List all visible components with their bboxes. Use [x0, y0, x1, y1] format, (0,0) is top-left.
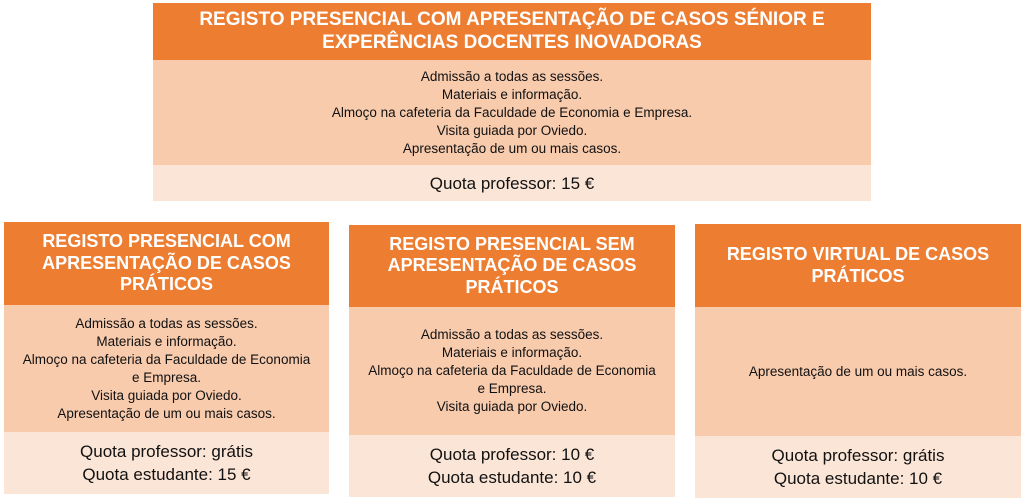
card-benefits [695, 307, 1021, 436]
fee-line: Quota professor: grátis [771, 446, 945, 465]
card-title-line: EXPERÊNCIAS DOCENTES INOVADORAS [322, 31, 702, 53]
card-title-line: PRÁTICOS [811, 265, 905, 286]
benefit-item: e Empresa. [131, 369, 202, 385]
benefit-item: Admissão a todas as sessões. [420, 327, 604, 342]
card-title [153, 3, 871, 60]
card-title [4, 222, 329, 305]
fee-line: Quota professor: 15 € [429, 173, 595, 193]
registration-card-presential-without-cases [349, 225, 675, 497]
card-title-line: APRESENTAÇÃO DE CASOS [42, 252, 291, 273]
benefit-item: Admissão a todas as sessões. [420, 68, 604, 84]
benefit-item: Apresentação de um ou mais casos. [748, 363, 968, 379]
benefit-item: Almoço na cafeteria da Faculdade de Economia [368, 363, 656, 378]
benefit-item: Visita guiada por Oviedo. [436, 399, 588, 414]
fee-line: Quota professor: 10 € [429, 445, 595, 464]
benefit-item: Visita guiada por Oviedo. [436, 122, 588, 138]
benefit-item: e Empresa. [477, 381, 547, 396]
card-title-line: REGISTO VIRTUAL DE CASOS [726, 243, 990, 264]
card-benefits [4, 305, 329, 432]
card-title [349, 225, 675, 307]
card-title-line: PRÁTICOS [465, 276, 559, 297]
card-fees [695, 436, 1021, 498]
card-title-line: PRÁTICOS [119, 274, 213, 295]
benefit-item: Almoço na cafeteria da Faculdade de Economia [22, 351, 311, 367]
card-fees [153, 165, 871, 201]
benefit-item: Materiais e informação. [96, 333, 237, 349]
fee-line: Quota professor: grátis [80, 442, 253, 461]
registration-card-virtual-cases [695, 224, 1021, 498]
benefit-item: Apresentação de um ou mais casos. [57, 405, 276, 421]
benefit-item: Admissão a todas as sessões. [75, 315, 258, 331]
fee-line: Quota estudante: 15 € [82, 465, 251, 484]
card-title-line: REGISTO PRESENCIAL COM [42, 231, 291, 252]
card-title-line: APRESENTAÇÃO DE CASOS [387, 255, 637, 276]
registration-card-presential-senior [153, 3, 871, 201]
registration-card-presential-with-cases [4, 222, 329, 494]
benefit-item: Materiais e informação. [441, 86, 583, 102]
fee-line: Quota estudante: 10 € [427, 468, 597, 487]
card-benefits [153, 60, 871, 165]
fee-line: Quota estudante: 10 € [773, 469, 943, 488]
card-benefits [349, 307, 675, 435]
card-title-line: REGISTO PRESENCIAL SEM [389, 233, 635, 254]
card-fees [4, 432, 329, 494]
benefit-item: Almoço na cafeteria da Faculdade de Economia e Empresa. [331, 104, 693, 120]
benefit-item: Materiais e informação. [441, 345, 583, 360]
benefit-item: Visita guiada por Oviedo. [91, 387, 242, 403]
card-fees [349, 435, 675, 497]
card-title [695, 224, 1021, 307]
card-title-line: REGISTO PRESENCIAL COM APRESENTAÇÃO DE CASOS SÉNIOR E [199, 8, 825, 30]
benefit-item: Apresentação de um ou mais casos. [402, 140, 622, 156]
